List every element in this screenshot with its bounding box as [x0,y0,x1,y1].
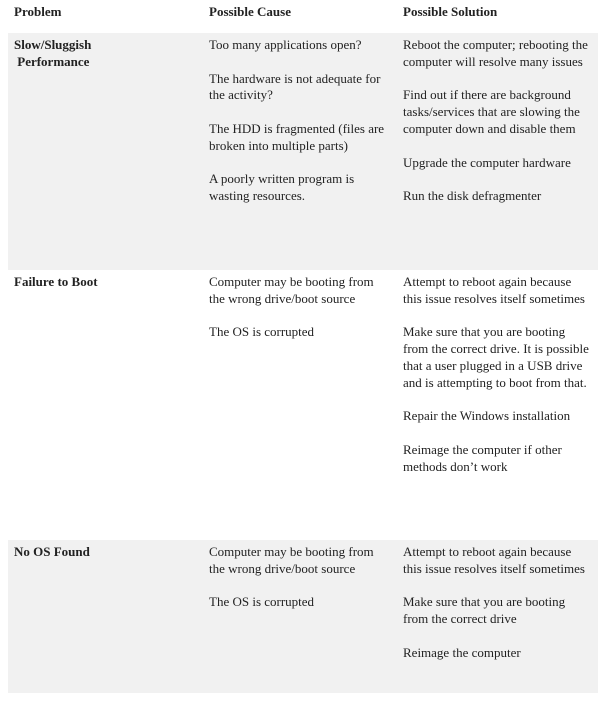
cause-text: Too many applications open? [209,37,362,52]
header-solution: Possible Solution [403,4,498,19]
cause-cell [203,540,397,693]
cause-text: A poorly written program is wasting resources. [209,171,355,204]
solution-text: Reimage the computer [403,644,521,660]
problem-cell [8,33,203,270]
solution-text: Repair the Windows installation [403,408,571,424]
solution-cell [397,540,598,693]
table-row [8,33,598,270]
solution-cell [397,33,598,270]
solution-text: Attempt to reboot again because this issue resolves itself sometimes [403,544,585,576]
cause-text: The HDD is fragmented (files are broken into multiple parts) [209,120,385,153]
cause-text: The hardware is not adequate for the activity? [209,70,381,103]
problem-cell: No OS Found [14,544,90,559]
solution-text: Reimage the computer if other methods don’t work [403,441,562,474]
solution-text: Make sure that you are booting from the correct drive. It is possible that a user plugged in a USB drive and is attempting to boot from that. [403,324,589,390]
cause-text: The OS is corrupted [209,324,315,340]
solution-text: Find out if there are background tasks/services that are slowing the computer down and disable them [403,87,580,136]
cause-text: The OS is corrupted [209,594,315,610]
solution-text: Upgrade the computer hardware [403,154,571,170]
solution-cell [397,270,598,540]
problem-cell: Failure to Boot [14,274,98,289]
solution-text: Attempt to reboot again because this issue resolves itself sometimes [403,274,585,306]
solution-text: Reboot the computer; rebooting the computer will resolve many issues [403,37,588,69]
header-row [8,0,598,33]
header-cause: Possible Cause [209,4,291,19]
table-row [8,270,598,540]
troubleshooting-table [8,0,598,693]
solution-text: Run the disk defragmenter [403,188,542,204]
solution-text: Make sure that you are booting from the correct drive [403,594,566,627]
cause-text: Computer may be booting from the wrong drive/boot source [209,544,374,576]
cause-text: Computer may be booting from the wrong drive/boot source [209,274,374,306]
cause-cell [203,33,397,270]
header-problem: Problem [14,4,62,19]
cause-cell [203,270,397,540]
table-row [8,540,598,693]
problem-text: Slow/Sluggish Performance [14,37,92,69]
